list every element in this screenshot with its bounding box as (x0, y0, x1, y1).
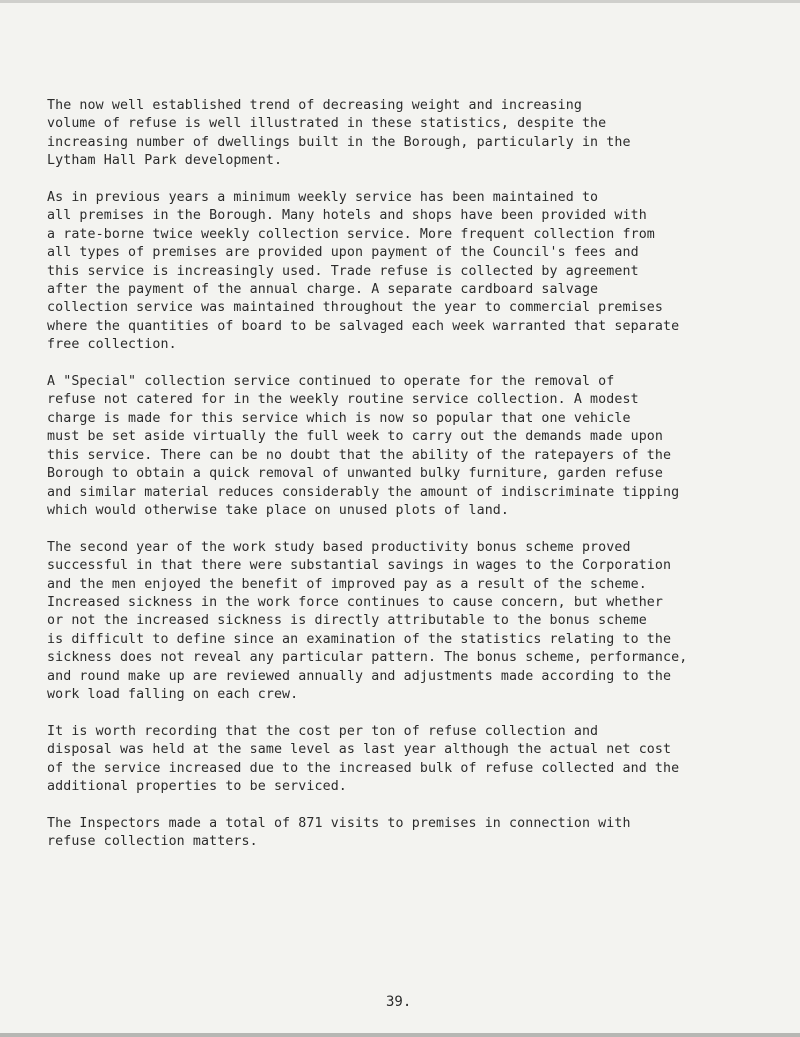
page-number: 39. (386, 994, 412, 1010)
paragraph-bonus-scheme: The second year of the work study based productivity bonus scheme proved successful in that there were substantial savings in wages to the Corporation and the men enjoyed the benefit of improved pay as a result of the scheme. Increased sickness in the work force continues to cause concern, but whether or not the increased sickness is directly attributable to the bonus scheme is difficult to define since an examination of the statistics relating to the sickness does not reveal any particular pattern. The bonus scheme, performance, and round make up are reviewed annually and adjustments made according to the work load falling on each crew. (47, 539, 688, 702)
bottom-page-edge (0, 1033, 800, 1037)
paragraph-refuse-trend: The now well established trend of decreasing weight and increasing volume of refuse is well illustrated in these statistics, despite the increasing number of dwellings built in the Borough, particularly in the Lytham Hall Park development. (47, 98, 631, 169)
paragraph-collection-service: As in previous years a minimum weekly service has been maintained to all premises in the Borough. Many hotels and shops have been provided with a rate-borne twice weekly collection service. More frequent collection from all types of premises are provided upon payment of the Council's fees and this service is increasingly used. Trade refuse is collected by agreement after the payment of the annual charge. A separate cardboard salvage collection service was maintained throughout the year to commercial premises where the quantities of board to be salvaged each week warranted that separate free collection. (47, 190, 680, 353)
paragraph-inspector-visits: The Inspectors made a total of 871 visits to premises in connection with refuse collection matters. (47, 815, 631, 850)
paragraph-special-collection: A "Special" collection service continued to operate for the removal of refuse not catered for in the weekly routine service collection. A modest charge is made for this service which is now so popular that one vehicle must be set aside virtually the full week to carry out the demands made upon this service. There can be no doubt that the ability of the ratepayers of the Borough to obtain a quick removal of unwanted bulky furniture, garden refuse and similar material reduces considerably the amount of indiscriminate tipping which would otherwise take place on unused plots of land. (47, 374, 680, 518)
top-page-edge (0, 0, 800, 3)
document-body (47, 97, 797, 870)
paragraph-cost-per-ton: It is worth recording that the cost per ton of refuse collection and disposal was held at the same level as last year although the actual net cost of the service increased due to the increased bulk of refuse collected and the additional properties to be serviced. (47, 723, 680, 794)
